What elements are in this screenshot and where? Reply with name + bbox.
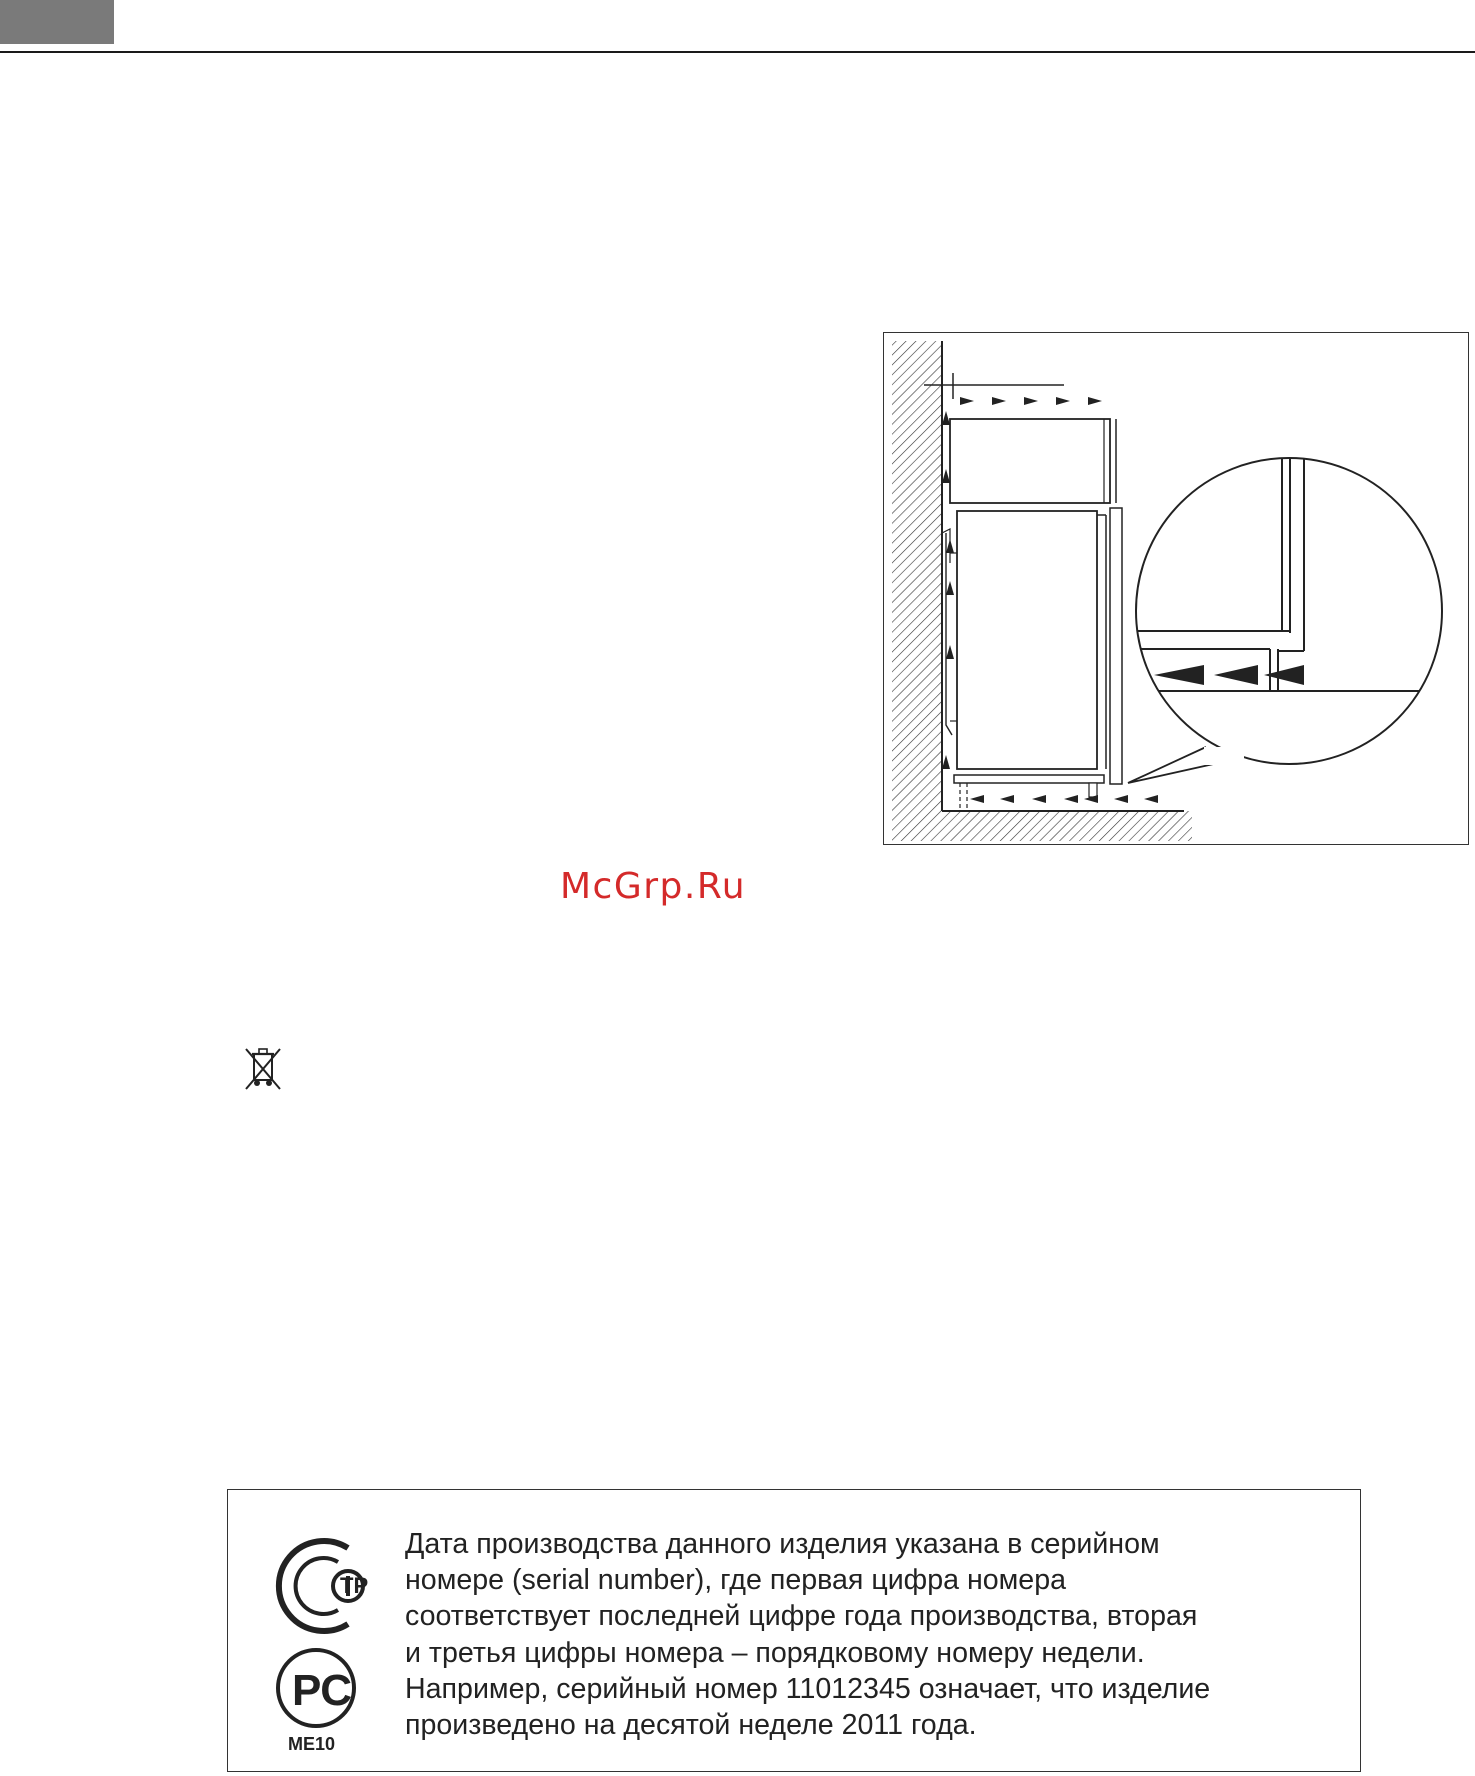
- notice-line: Например, серийный номер 11012345 означает, что изделие: [405, 1672, 1211, 1705]
- production-date-notice: [227, 1489, 1361, 1772]
- notice-line: соответствует последней цифре года производства, вторая: [405, 1600, 1198, 1633]
- plinth: [954, 775, 1104, 783]
- top-airflow-arrows: [960, 397, 1102, 405]
- rear-airflow-arrows: [942, 411, 954, 769]
- rst-mark-icon: [278, 1650, 354, 1726]
- notice-line: и третья цифры номера – порядковому номеру недели.: [405, 1636, 1145, 1669]
- watermark: McGrp.Ru: [560, 866, 747, 907]
- ventilation-diagram: [883, 332, 1469, 845]
- appliance-body: [957, 511, 1097, 769]
- header-rule: [0, 51, 1475, 53]
- upper-cabinet: [950, 419, 1110, 503]
- floor-hatch: [892, 811, 1192, 841]
- page-tab: [0, 0, 114, 44]
- eac-mark-icon: [279, 1541, 368, 1631]
- notice-line: произведено на десятой неделе 2011 года.: [405, 1709, 977, 1742]
- notice-text: [405, 1526, 1345, 1743]
- cert-code: ME10: [288, 1734, 336, 1754]
- ventilation-diagram-svg: [884, 333, 1470, 846]
- crossed-bin-icon: [243, 1046, 283, 1092]
- wall-hatch: [892, 341, 942, 811]
- cabinet-door: [1110, 508, 1122, 784]
- certification-marks: [268, 1528, 378, 1758]
- eac-mark-letters: ТР: [340, 1573, 369, 1598]
- rst-mark-letters: РС: [292, 1666, 353, 1715]
- notice-line: номере (serial number), где первая цифра номера: [405, 1564, 1067, 1597]
- notice-line: Дата производства данного изделия указана в серийном: [405, 1528, 1160, 1560]
- detail-bubble: [1128, 443, 1442, 783]
- bottom-airflow-arrows: [970, 795, 1158, 803]
